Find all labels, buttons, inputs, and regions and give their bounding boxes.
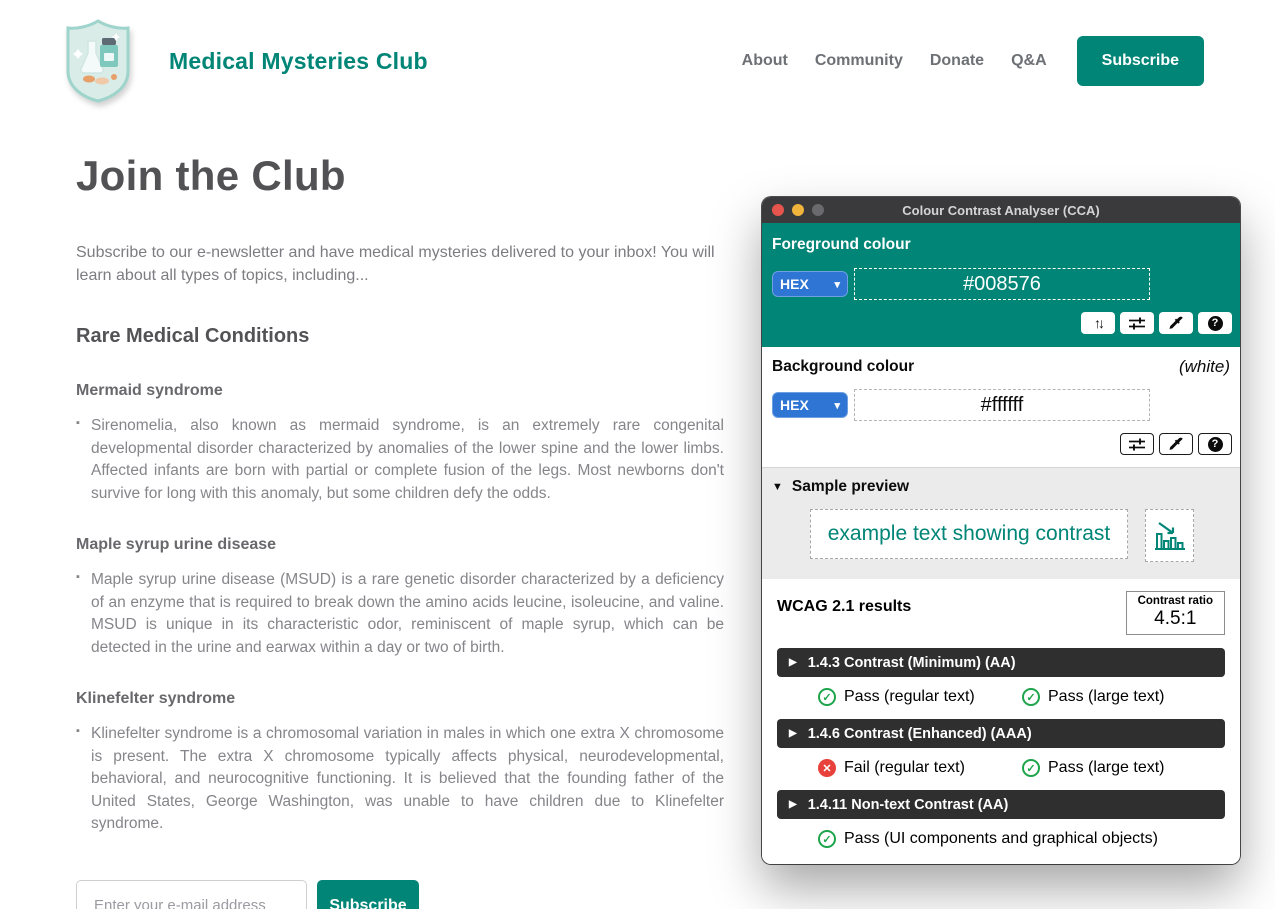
background-sliders-button[interactable] (1120, 433, 1154, 455)
chevron-down-icon: ▾ (834, 399, 840, 412)
signup-form (76, 880, 724, 909)
condition-heading: Maple syrup urine disease (76, 536, 277, 554)
criterion-146-results (818, 759, 1225, 777)
expand-triangle-icon: ▶ (789, 657, 797, 668)
criterion-143-results (818, 688, 1225, 706)
expand-triangle-icon: ▶ (789, 728, 797, 739)
result-item: ✕ Fail (regular text) (818, 759, 1022, 777)
criterion-1411-header[interactable]: ▶ 1.4.11 Non-text Contrast (AA) (777, 790, 1225, 819)
criterion-1411-results (818, 830, 1225, 848)
background-eyedropper-button[interactable] (1159, 433, 1193, 455)
foreground-sliders-button[interactable] (1120, 312, 1154, 334)
result-item: ✓ Pass (regular text) (818, 688, 1022, 706)
nav-about[interactable]: About (741, 52, 788, 69)
fail-icon: ✕ (818, 759, 836, 777)
swap-arrows-icon: ↑↓ (1094, 315, 1102, 331)
expand-triangle-icon: ▶ (789, 799, 797, 810)
swap-colours-button[interactable] (1081, 312, 1115, 334)
wcag-results-title: WCAG 2.1 results (777, 598, 912, 615)
condition-mermaid-syndrome (76, 382, 724, 505)
background-help-button[interactable] (1198, 433, 1232, 455)
eyedropper-icon (1169, 437, 1184, 452)
condition-klinefelter-syndrome (76, 690, 724, 835)
sample-text-preview[interactable]: example text showing contrast (810, 509, 1128, 559)
foreground-hex-input[interactable] (854, 268, 1150, 300)
foreground-eyedropper-button[interactable] (1159, 312, 1193, 334)
pass-icon: ✓ (1022, 759, 1040, 777)
foreground-section (762, 223, 1240, 347)
result-item: ✓ Pass (UI components and graphical objects) (818, 830, 1158, 848)
page-title: Join the Club (76, 152, 346, 199)
nav-donate[interactable]: Donate (929, 52, 985, 69)
criterion-143-header[interactable]: ▶ 1.4.3 Contrast (Minimum) (AA) (777, 648, 1225, 677)
chevron-down-icon: ▾ (834, 278, 840, 291)
foreground-help-button[interactable] (1198, 312, 1232, 334)
zoom-icon[interactable] (812, 204, 824, 216)
foreground-format-select[interactable]: HEX ▾ (772, 271, 848, 297)
condition-text: ▪ Maple syrup urine disease (MSUD) is a rare genetic disorder characterized by a deficiency of an enzyme that is required to break down the amino acids leucine, isoleucine, and valine. MSUD is unique in its characteristic odor, reminiscent of maple syrup, which can be detected in the urine and earwax within a day or two of birth. (76, 569, 724, 659)
minimize-icon[interactable] (792, 204, 804, 216)
intro-paragraph: Subscribe to our e-newsletter and have medical mysteries delivered to your inbox! You will learn about all types of topics, including... (76, 244, 715, 284)
result-item: ✓ Pass (large text) (1022, 688, 1164, 706)
email-input[interactable] (76, 880, 307, 909)
contrast-ratio-value: 4.5:1 (1154, 608, 1197, 629)
background-hex-input[interactable] (854, 389, 1150, 421)
window-controls (772, 204, 824, 216)
main-nav (742, 52, 1047, 70)
nav-community[interactable]: Community (814, 52, 903, 69)
condition-maple-syrup-urine-disease (76, 536, 724, 659)
sample-preview-toggle[interactable]: ▼ Sample preview (772, 478, 910, 495)
background-section (762, 347, 1240, 467)
bar-chart-trend-icon (1155, 520, 1185, 552)
close-icon[interactable] (772, 204, 784, 216)
article (76, 152, 724, 909)
cca-window (762, 197, 1240, 864)
condition-heading: Mermaid syndrome (76, 382, 223, 400)
background-label: Background colour (772, 358, 915, 375)
sliders-icon (1129, 438, 1145, 451)
condition-text: ▪ Sirenomelia, also known as mermaid syndrome, is an extremely rare congenital developmental disorder characterized by anomalies of the lower spine and the lower limbs. Affected infants are born with partial or complete fusion of the legs. Most newborns don't survive for long with this anomaly, but some children defy the odds. (76, 415, 724, 505)
background-format-select[interactable]: HEX ▾ (772, 392, 848, 418)
condition-heading: Klinefelter syndrome (76, 690, 236, 708)
contrast-graph-button[interactable] (1145, 509, 1194, 562)
help-icon: ? (1208, 437, 1223, 452)
nav-qa[interactable]: Q&A (1011, 52, 1047, 69)
cca-titlebar[interactable] (762, 197, 1240, 223)
background-colour-hint: (white) (1178, 357, 1230, 376)
contrast-ratio-box (1126, 591, 1225, 635)
site-header (64, 26, 1204, 96)
window-title: Colour Contrast Analyser (CCA) (902, 202, 1100, 218)
sliders-icon (1129, 317, 1145, 330)
pass-icon: ✓ (1022, 688, 1040, 706)
result-item: ✓ Pass (large text) (1022, 759, 1164, 777)
help-icon: ? (1208, 316, 1223, 331)
header-subscribe-button[interactable]: Subscribe (1077, 36, 1204, 86)
foreground-label: Foreground colour (772, 236, 911, 253)
eyedropper-icon (1169, 316, 1184, 331)
pass-icon: ✓ (818, 830, 836, 848)
wcag-results-section (762, 579, 1240, 864)
contrast-ratio-label: Contrast ratio (1137, 595, 1213, 607)
sample-preview-section (762, 467, 1240, 579)
criterion-146-header[interactable]: ▶ 1.4.6 Contrast (Enhanced) (AAA) (777, 719, 1225, 748)
brand-title[interactable]: Medical Mysteries Club (169, 47, 428, 74)
collapse-triangle-icon: ▼ (772, 481, 783, 493)
section-title: Rare Medical Conditions (76, 325, 310, 348)
site-logo-shield-icon[interactable] (64, 19, 132, 103)
form-subscribe-button[interactable]: Subscribe (317, 880, 419, 909)
pass-icon: ✓ (818, 688, 836, 706)
condition-text: ▪ Klinefelter syndrome is a chromosomal variation in males in which one extra X chromosome is present. The extra X chromosome typically affects physical, neurodevelopmental, behavioral, and neurocognitive functioning. It is believed that the founding father of the United States, George Washington, was unable to have children due to Klinefelter syndrome. (76, 723, 724, 835)
